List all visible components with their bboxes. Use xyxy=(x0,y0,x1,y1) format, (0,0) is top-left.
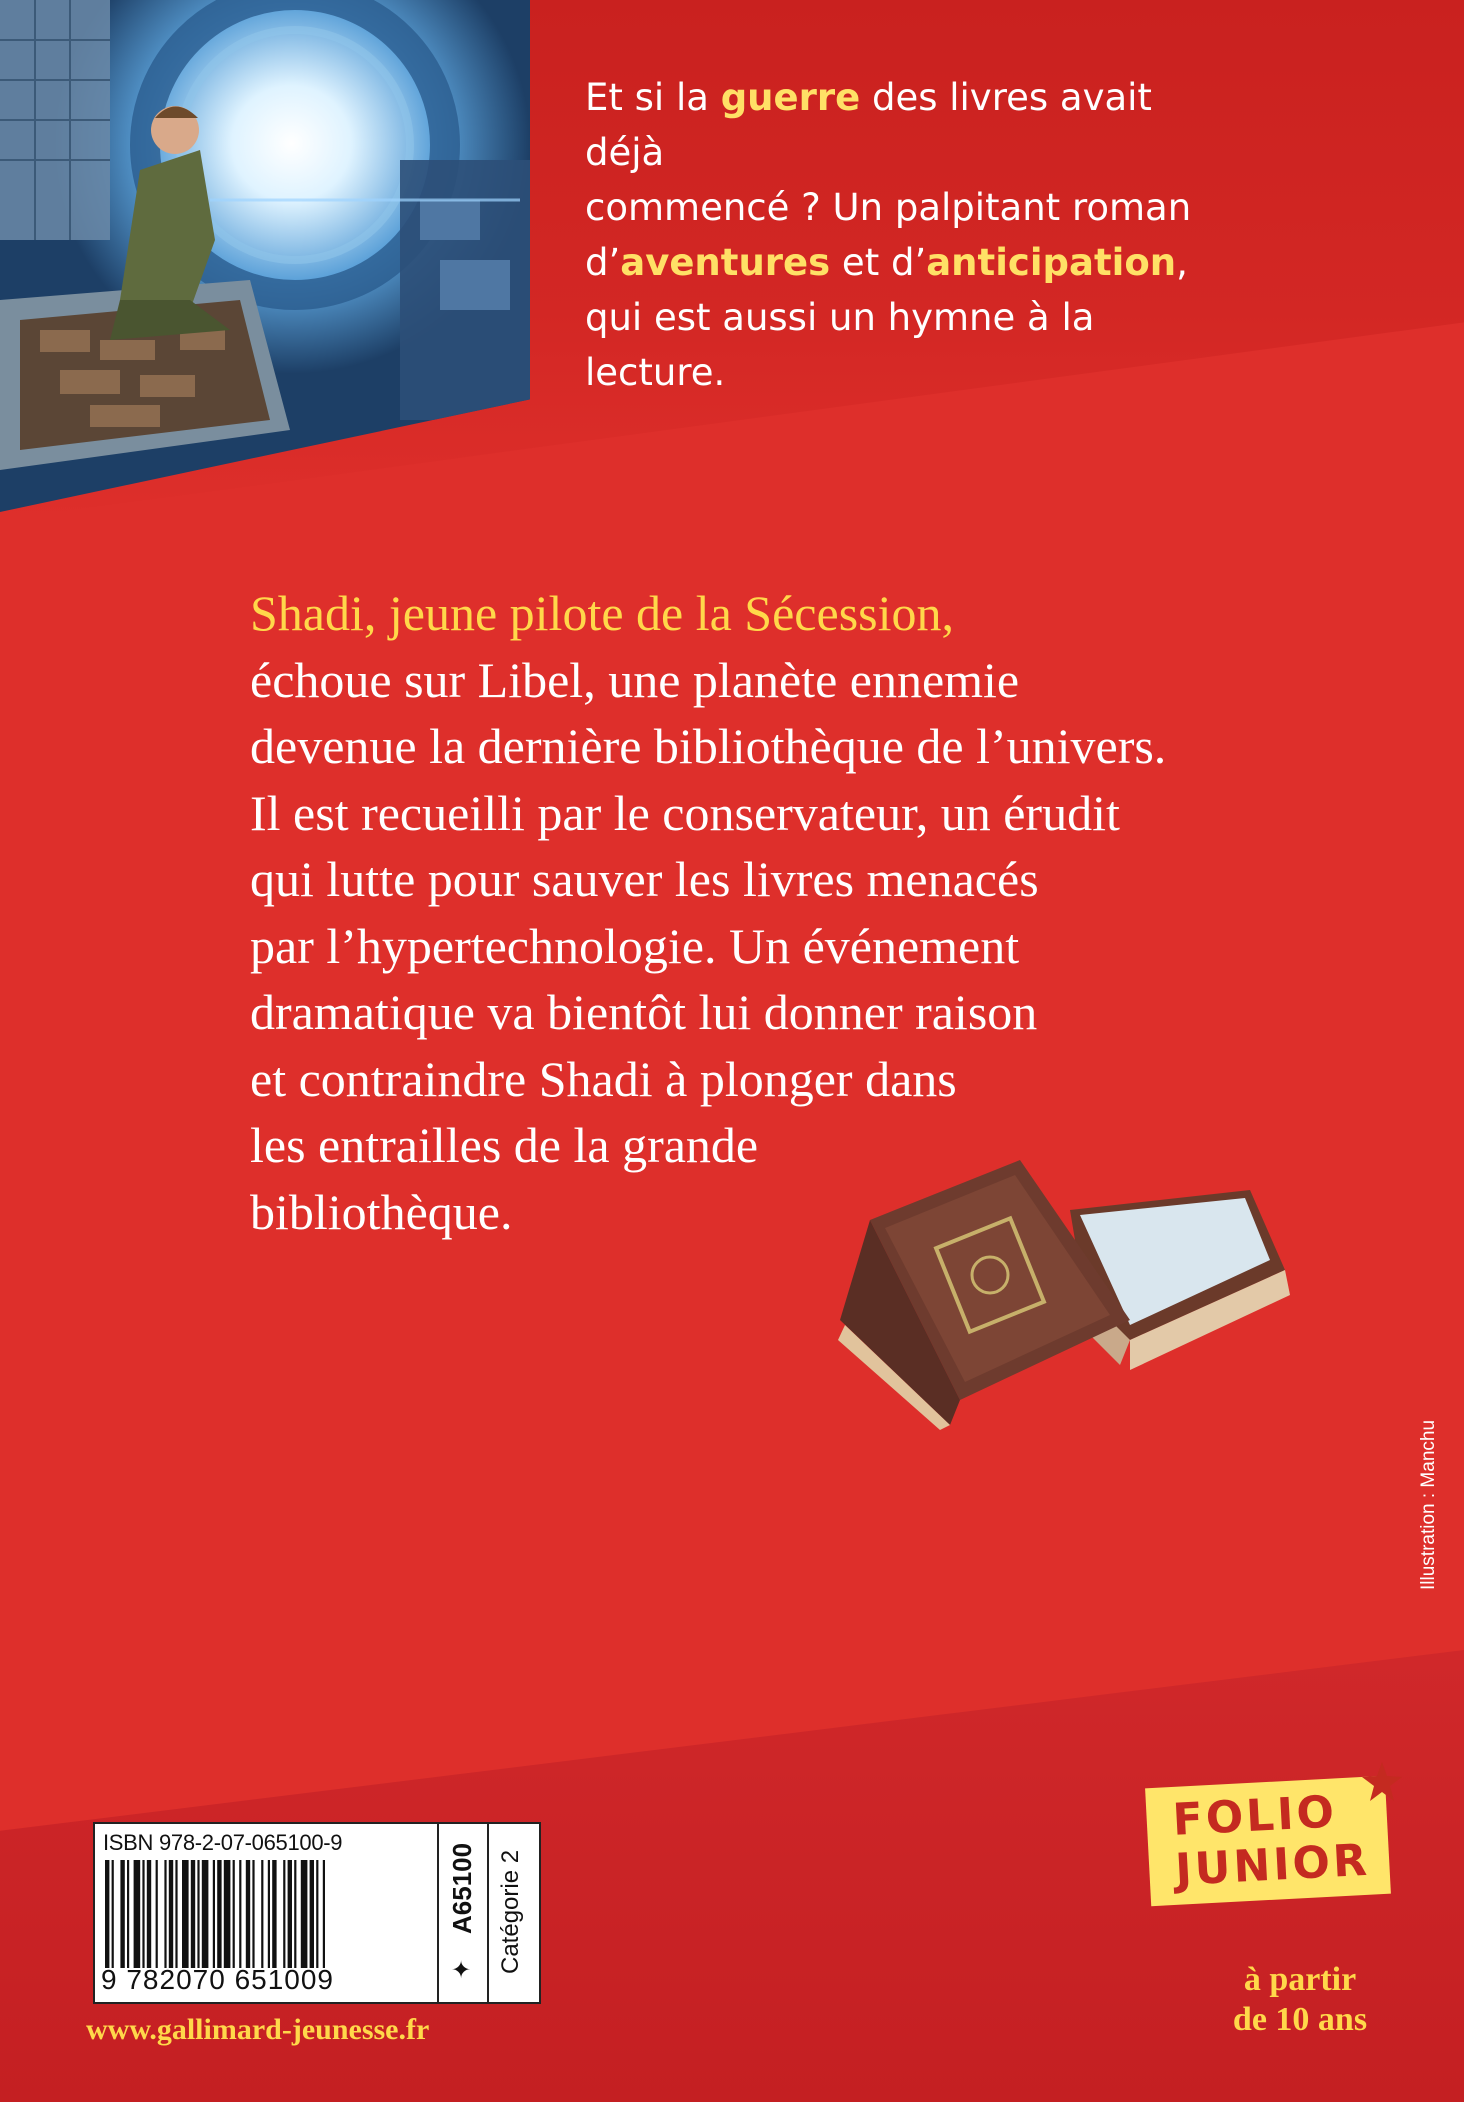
age-line-2: de 10 ans xyxy=(1232,2001,1368,2038)
synopsis-line: Il est recueilli par le conservateur, un érudit xyxy=(250,784,1120,841)
synopsis-line: dramatique va bientôt lui donner raison xyxy=(250,984,1038,1040)
gallimard-mark-icon: ✦ xyxy=(451,1957,472,1984)
category-text: Catégorie 2 xyxy=(497,1849,524,1974)
synopsis-line: échoue sur Libel, une planète ennemie xyxy=(250,651,1020,708)
category-column xyxy=(487,1824,539,2002)
synopsis-line: bibliothèque. xyxy=(250,1183,513,1240)
star-icon xyxy=(1360,1760,1404,1804)
age-line-1: à partir xyxy=(1243,1961,1357,1998)
publisher-url[interactable]: www.gallimard-jeunesse.fr xyxy=(86,2013,430,2046)
synopsis-line: qui lutte pour sauver les livres menacés xyxy=(250,851,1039,907)
folio-junior-logo xyxy=(1145,1776,1391,1906)
books-illustration xyxy=(830,1150,1300,1430)
tagline-line-2: commencé ? Un palpitant roman xyxy=(585,186,1192,229)
logo-line-2: JUNIOR xyxy=(1174,1834,1372,1896)
synopsis xyxy=(250,580,1300,1245)
tagline-highlight: aventures xyxy=(620,241,831,284)
synopsis-line: et contraindre Shadi à plonger dans xyxy=(250,1050,957,1107)
ean-text: 9 782070 651009 xyxy=(101,1964,334,1995)
tagline-highlight: anticipation xyxy=(926,241,1177,284)
illustration-credit: Illustration : Manchu xyxy=(1418,1419,1439,1590)
synopsis-line: devenue la dernière bibliothèque de l’univers. xyxy=(250,718,1167,774)
tagline-line-4: qui est aussi un hymne à la lecture. xyxy=(585,296,1095,394)
tagline xyxy=(585,70,1225,400)
synopsis-line: par l’hypertechnologie. Un événement xyxy=(250,917,1020,974)
tagline-highlight: guerre xyxy=(720,76,861,119)
tagline-text: des livres avait déjà xyxy=(585,76,1152,174)
synopsis-line: Shadi, jeune pilote de la Sécession, xyxy=(250,585,955,641)
tagline-text: et d’ xyxy=(830,241,927,284)
product-code: A65100 xyxy=(447,1842,477,1934)
tagline-text: Et si la xyxy=(585,76,721,119)
tagline-line-1 xyxy=(585,70,1225,180)
tagline-line-3 xyxy=(585,235,1225,290)
synopsis-line: les entrailles de la grande xyxy=(250,1117,759,1173)
barcode-bars xyxy=(103,1860,438,1968)
age-range xyxy=(1200,1960,1400,2040)
barcode-box xyxy=(93,1822,541,2004)
logo-line-1: FOLIO xyxy=(1171,1786,1339,1846)
isbn-text: ISBN 978-2-07-065100-9 xyxy=(103,1830,343,1855)
code-column xyxy=(437,1824,487,2002)
tagline-text: d’ xyxy=(585,241,621,284)
tagline-text: , xyxy=(1176,241,1188,284)
